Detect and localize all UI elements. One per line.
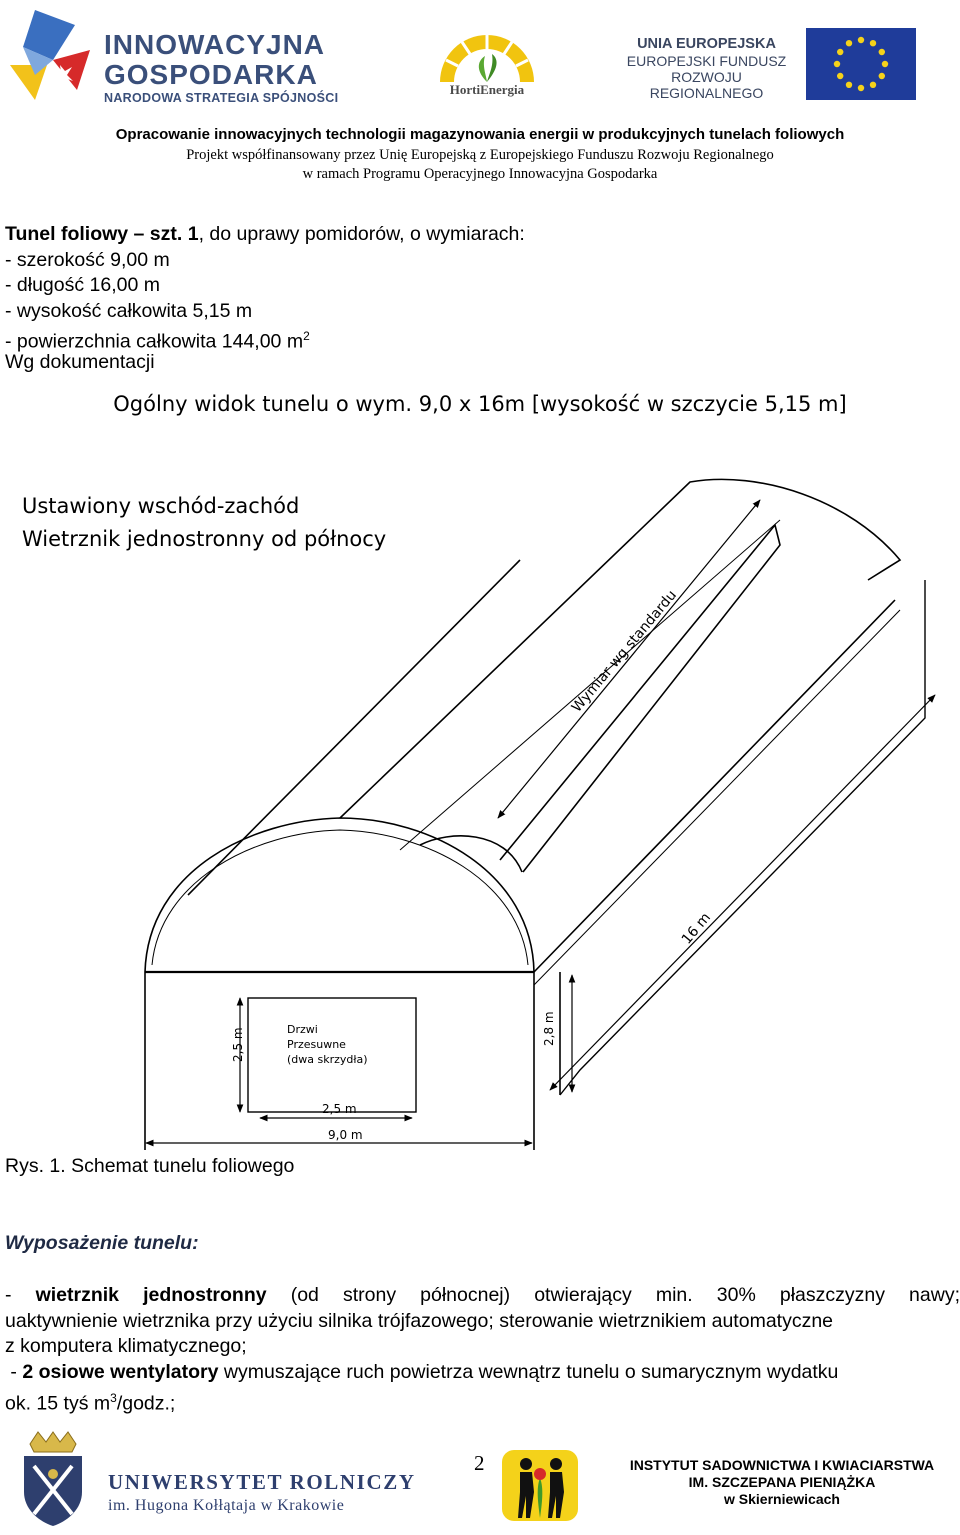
length-dimension-line: [550, 695, 935, 1090]
vent-strip: [500, 525, 780, 872]
door-height-label: 2,5 m: [231, 1027, 245, 1062]
drawing-title: Ogólny widok tunelu o wym. 9,0 x 16m [wysokość w szczycie 5,15 m]: [113, 392, 847, 416]
logo-ig-line2: GOSPODARKA: [104, 59, 318, 90]
innowacyjna-gospodarka-logo: [104, 30, 338, 106]
figure-caption: Rys. 1. Schemat tunelu foliowego: [5, 1155, 295, 1177]
institute-logo-icon: [500, 1448, 580, 1523]
university-subname: im. Hugona Kołłątaja w Krakowie: [108, 1497, 345, 1514]
equipment-item1-rest: (od strony północnej) otwierający min. 30% płaszczyzny nawy;: [290, 1284, 960, 1306]
vent-front-curve: [420, 836, 522, 872]
innowacyjna-gospodarka-logo-icon: [5, 5, 100, 105]
hortienergia-logo-text: HortiEnergia: [449, 82, 525, 97]
eu-star-icon: [858, 37, 864, 43]
door-label-1: Drzwi: [287, 1023, 318, 1036]
tunnel-title: [5, 222, 525, 248]
door-width-label: 2,5 m: [322, 1102, 357, 1116]
header-programme: w ramach Programu Operacyjnego Innowacyjna Gospodarka: [302, 166, 658, 182]
institute-line1: INSTYTUT SADOWNICTWA I KWIACIARSTWA: [629, 1457, 935, 1473]
eu-star-icon: [870, 40, 876, 46]
vent-dimension-line: [498, 500, 760, 818]
tunnel-outline: [145, 479, 925, 1150]
tunnel-right-side: [534, 600, 895, 972]
eu-line2: EUROPEJSKI FUNDUSZ: [626, 53, 787, 69]
university-crest-icon: [18, 1430, 88, 1528]
university-name: UNIWERSYTET ROLNICZY: [108, 1470, 416, 1494]
equipment-item1-bold: wietrznik jednostronny: [35, 1284, 267, 1306]
tunnel-schematic: [0, 380, 960, 1155]
eu-star-icon: [834, 61, 840, 67]
wall-height-label: 2,8 m: [542, 1011, 556, 1046]
eu-star-icon: [837, 73, 843, 79]
header-project-title: Opracowanie innowacyjnych technologii magazynowania energii w produkcyjnych tunelach foliowych: [115, 126, 845, 143]
front-arch: [145, 818, 534, 972]
tunnel-title-rest: , do uprawy pomidorów, o wymiarach:: [198, 223, 525, 245]
logo-ig-line1: INNOWACYJNA: [104, 29, 326, 60]
doc-reference: Wg dokumentacji: [5, 351, 155, 373]
eu-star-icon: [858, 85, 864, 91]
equipment-item2-line1: - 2 osiowe wentylatory wymuszające ruch powietrza wewnątrz tunelu o sumarycznym wydatku: [5, 1361, 839, 1383]
orientation-line2: Wietrznik jednostronny od północy: [22, 527, 387, 551]
door-label-3: (dwa skrzydła): [287, 1053, 368, 1066]
eu-star-icon: [846, 82, 852, 88]
eu-star-icon: [846, 40, 852, 46]
eu-star-icon: [879, 49, 885, 55]
dim-area-sup: 2: [303, 329, 310, 343]
institute-line3: w Skierniewicach: [724, 1491, 840, 1507]
institute-name: [612, 1457, 952, 1508]
equipment-item1-line2: uaktywnienie wietrznika przy użyciu silnika trójfazowego; sterowanie wietrznikiem automatyczne: [5, 1310, 834, 1332]
eu-star-icon: [882, 61, 888, 67]
logo-ig-line3: NARODOWA STRATEGIA SPÓJNOŚCI: [104, 91, 339, 105]
header-cofinanced: Projekt współfinansowany przez Unię Europejską z Europejskiego Funduszu Rozwoju Regionalnego: [186, 147, 774, 163]
eu-fund-logo-text: [614, 36, 799, 101]
dim-length: - długość 16,00 m: [5, 274, 161, 296]
vent-dimension-label: Wymiar wg standardu: [568, 587, 681, 716]
door-label-2: Przesuwne: [287, 1038, 346, 1051]
equipment-item2-bold: 2 osiowe wentylatory: [22, 1361, 219, 1383]
equipment-item2-text: ok. 15 tyś m: [5, 1392, 111, 1415]
equipment-item2-sup: 3: [110, 1391, 117, 1405]
university-logo-text: [108, 1470, 416, 1515]
eu-flag-icon: [806, 28, 916, 100]
dim-height: - wysokość całkowita 5,15 m: [5, 300, 253, 322]
dim-area-text: - powierzchnia całkowita 144,00 m: [5, 330, 304, 353]
eu-star-icon: [837, 49, 843, 55]
eu-line3: ROZWOJU REGIONALNEGO: [649, 69, 764, 101]
tunnel-title-bold: Tunel foliowy – szt. 1: [5, 223, 199, 245]
equipment-item1-line1: - wietrznik jednostronny (od strony północnej) otwierający min. 30% płaszczyzny nawy;: [5, 1284, 960, 1306]
equipment-item1-line3: z komputera klimatycznego;: [5, 1335, 247, 1357]
equipment-item2-line2: [5, 1386, 960, 1417]
equipment-heading: Wyposażenie tunelu:: [5, 1232, 199, 1254]
orientation-line1: Ustawiony wschód-zachód: [22, 494, 300, 518]
hortienergia-sun-icon: [432, 26, 542, 84]
tunnel-width-label: 9,0 m: [328, 1128, 363, 1142]
length-label: 16 m: [678, 909, 715, 948]
equipment-item2-end: /godz.;: [116, 1392, 176, 1415]
page-number: 2: [474, 1451, 485, 1475]
equipment-item2-rest: wymuszające ruch powietrza wewnątrz tunelu o sumarycznym wydatku: [218, 1361, 839, 1383]
institute-line2: IM. SZCZEPANA PIENIĄŻKA: [688, 1474, 876, 1490]
eu-star-icon: [870, 82, 876, 88]
eu-line1: UNIA EUROPEJSKA: [637, 36, 776, 52]
dim-width: - szerokość 9,00 m: [5, 249, 170, 271]
front-arch-inner: [152, 830, 528, 965]
eu-star-icon: [879, 73, 885, 79]
